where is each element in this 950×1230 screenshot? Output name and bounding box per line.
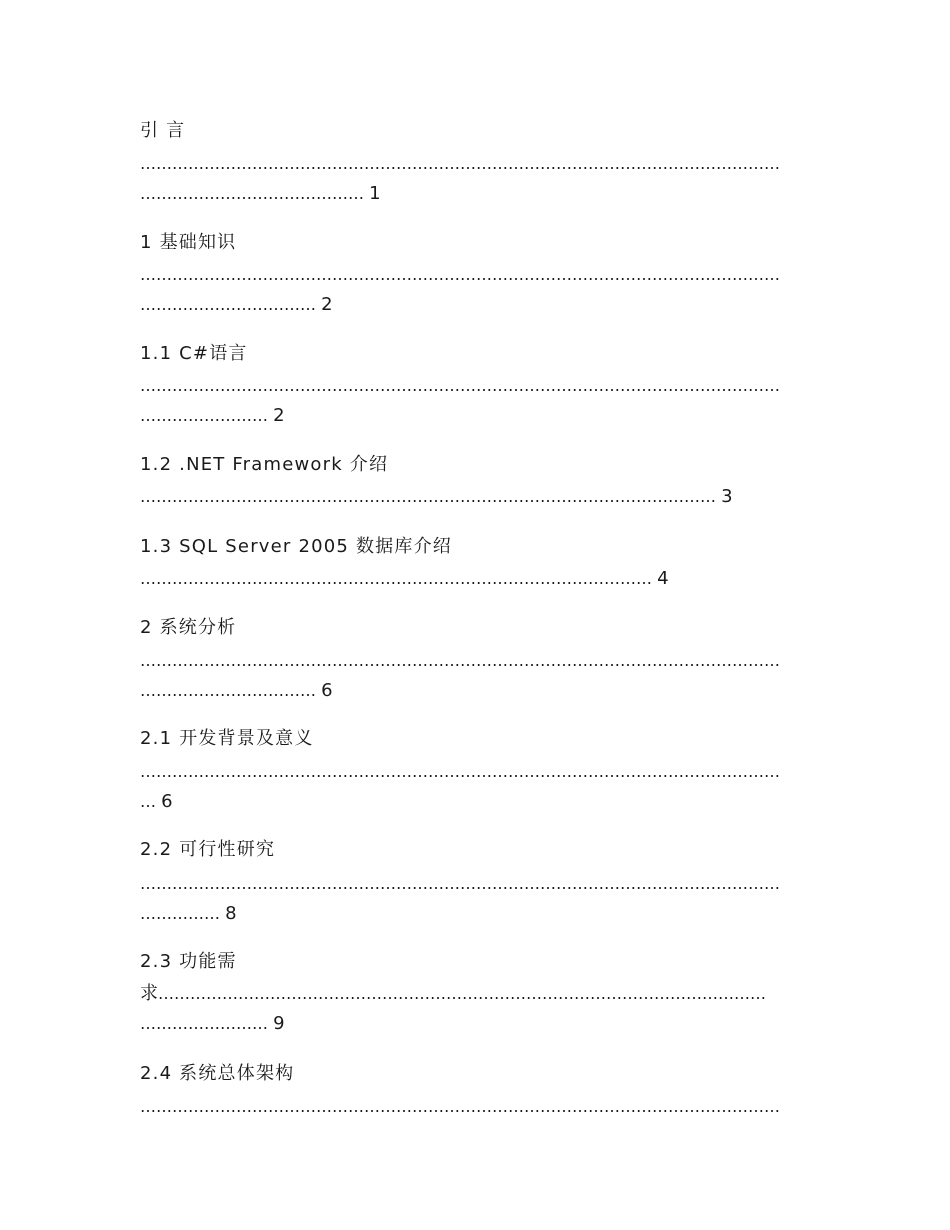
toc-entry-title[interactable]: 1.2 .NET Framework 介绍 bbox=[140, 454, 389, 475]
toc-leader: ………………………………………………………………………………………………………… bbox=[140, 762, 780, 781]
toc-leader: …………………………………………………………………………………… 4 bbox=[140, 568, 669, 589]
toc-page-number: 2 bbox=[321, 294, 333, 315]
toc-page-number: 2 bbox=[273, 405, 285, 426]
toc-entry-title[interactable]: 2 系统分析 bbox=[140, 617, 237, 638]
toc-leader: …………………………… 2 bbox=[140, 294, 333, 315]
toc-entry-title[interactable]: 1.1 C#语言 bbox=[140, 343, 248, 364]
toc-page-number: 1 bbox=[369, 183, 381, 204]
toc-leader: …………………………………… 1 bbox=[140, 183, 381, 204]
toc-entry-title[interactable]: 2.4 系统总体架构 bbox=[140, 1063, 295, 1084]
toc-entry-title[interactable]: 2.3 功能需 bbox=[140, 951, 237, 972]
toc-leader: ………………………………………………………………………………………………………… bbox=[140, 651, 780, 670]
toc-entry-title-continued: 求 bbox=[140, 983, 158, 1004]
toc-leader: 求…………………………………………………………………………………………………… bbox=[140, 983, 766, 1004]
toc-leader: …………………… 9 bbox=[140, 1013, 285, 1034]
toc-leader: …………………………… 6 bbox=[140, 680, 333, 701]
toc-leader: ………………………………………………………………………………………………………… bbox=[140, 1097, 780, 1116]
toc-leader: … 6 bbox=[140, 791, 173, 812]
toc-page-number: 6 bbox=[321, 680, 333, 701]
toc-entry-title[interactable]: 2.1 开发背景及意义 bbox=[140, 728, 314, 749]
toc-leader: ………………………………………………………………………………………………………… bbox=[140, 874, 780, 893]
toc-leader: …………………… 2 bbox=[140, 405, 285, 426]
toc-entry-title[interactable]: 2.2 可行性研究 bbox=[140, 839, 276, 860]
toc-page-number: 3 bbox=[721, 486, 733, 507]
toc-entry-title[interactable]: 1 基础知识 bbox=[140, 232, 237, 253]
toc-entry-title[interactable]: 引 言 bbox=[140, 120, 186, 141]
toc-leader: ………………………………………………………………………………………………………… bbox=[140, 376, 780, 395]
toc-page-number: 9 bbox=[273, 1013, 285, 1034]
toc-leader: ………………………………………………………………………………………………………… bbox=[140, 154, 780, 173]
toc-page-number: 6 bbox=[161, 791, 173, 812]
toc-leader: …………… 8 bbox=[140, 903, 237, 924]
toc-leader: ………………………………………………………………………………………………………… bbox=[140, 265, 780, 284]
toc-page-number: 4 bbox=[657, 568, 669, 589]
toc-page-number: 8 bbox=[225, 903, 237, 924]
toc-leader: ……………………………………………………………………………………………… 3 bbox=[140, 486, 733, 507]
toc-entry-title[interactable]: 1.3 SQL Server 2005 数据库介绍 bbox=[140, 536, 452, 557]
